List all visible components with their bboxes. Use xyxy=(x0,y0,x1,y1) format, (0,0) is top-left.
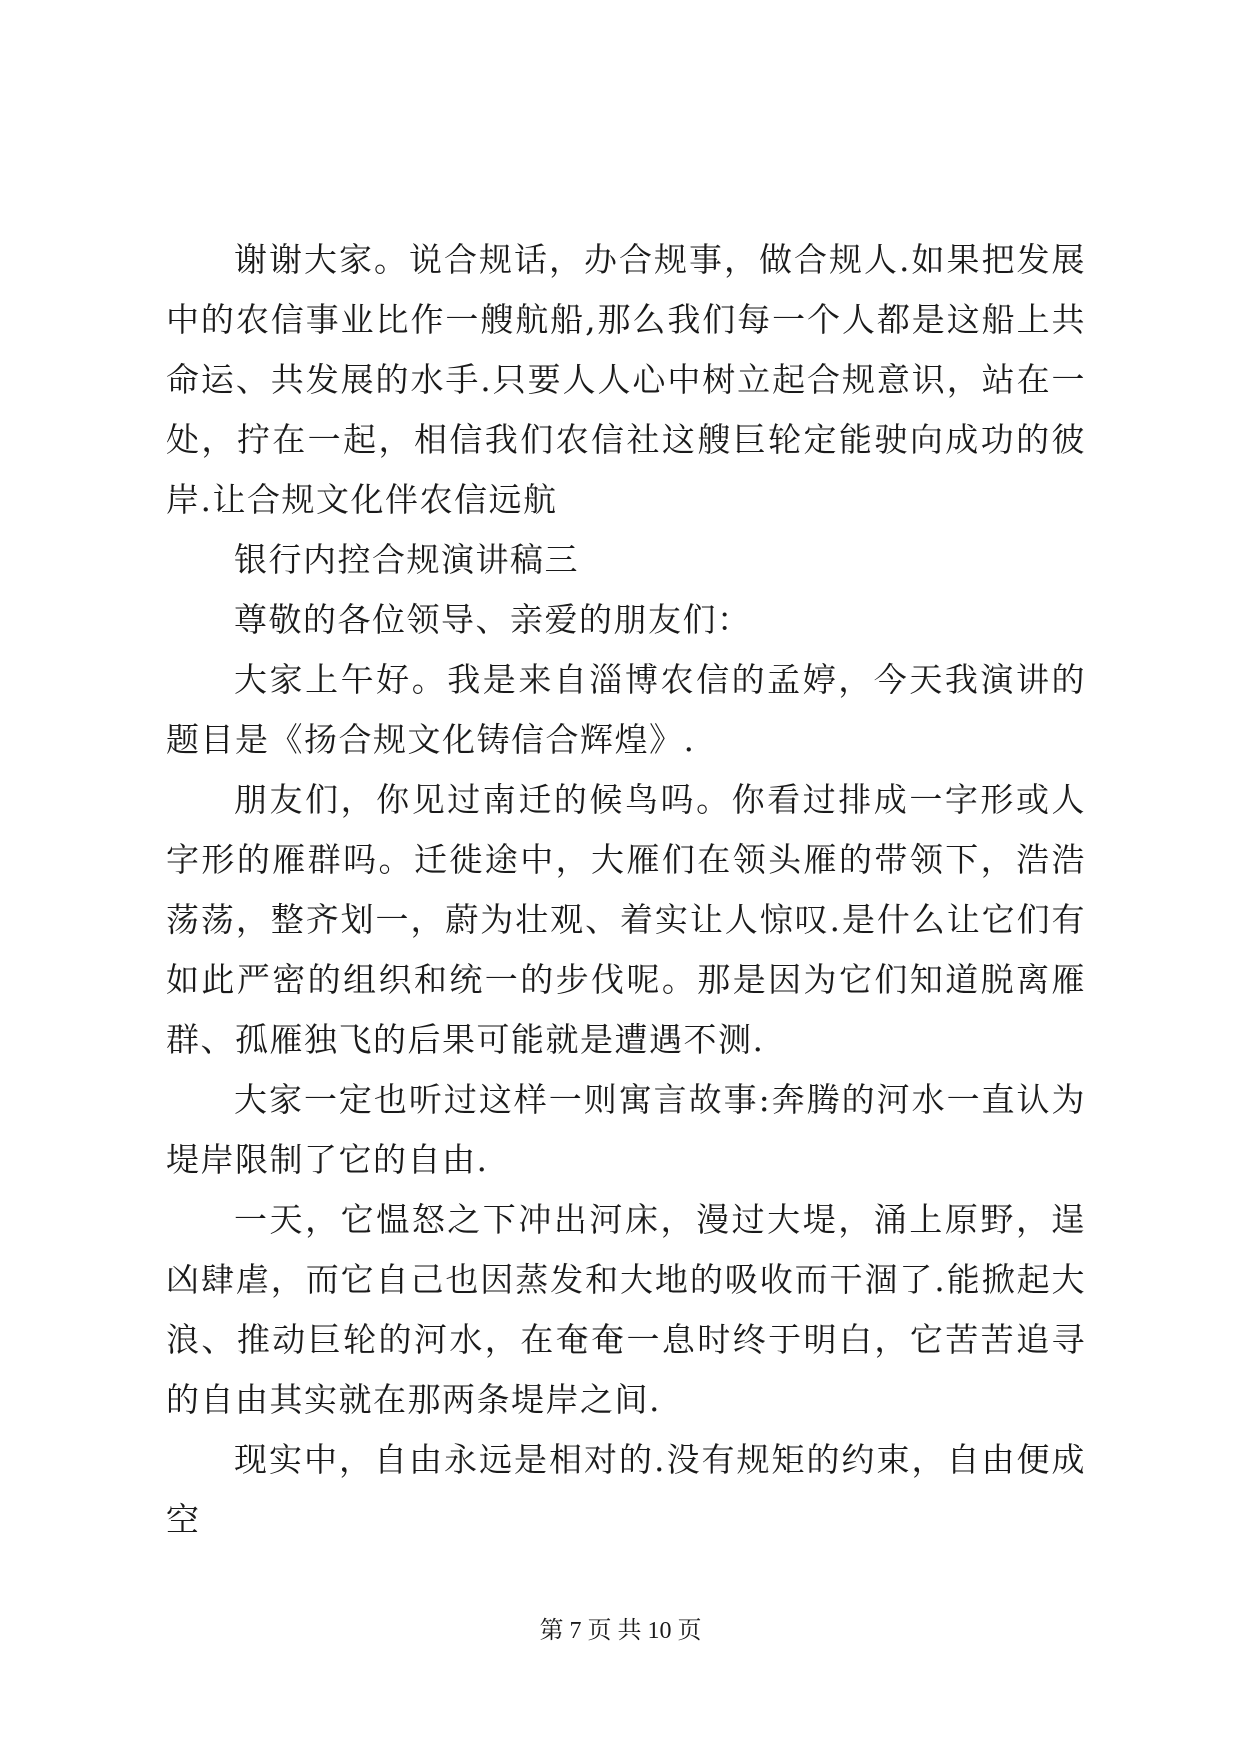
paragraph: 一天，它愠怒之下冲出河床，漫过大堤，涌上原野，逞凶肆虐，而它自己也因蒸发和大地的吸收而干涸了.能掀起大浪、推动巨轮的河水，在奄奄一息时终于明白，它苦苦追寻的自由其实就在那两条堤岸之间. xyxy=(166,1200,1086,1419)
paragraph: 银行内控合规演讲稿三 xyxy=(234,540,579,579)
paragraph: 尊敬的各位领导、亲爱的朋友们： xyxy=(234,600,752,639)
paragraph: 现实中，自由永远是相对的.没有规矩的约束，自由便成空 xyxy=(166,1440,1086,1539)
paragraph: 朋友们，你见过南迁的候鸟吗。你看过排成一字形或人字形的雁群吗。迁徙途中，大雁们在领头雁的带领下，浩浩荡荡，整齐划一，蔚为壮观、着实让人惊叹.是什么让它们有如此严密的组织和统一的步伐呢。那是因为它们知道脱离雁群、孤雁独飞的后果可能就是遭遇不测. xyxy=(166,780,1086,1059)
paragraph: 大家一定也听过这样一则寓言故事:奔腾的河水一直认为堤岸限制了它的自由. xyxy=(166,1080,1086,1179)
document-body xyxy=(166,230,1086,1550)
page-footer: 第 7 页 共 10 页 xyxy=(539,1618,702,1644)
paragraph: 谢谢大家。说合规话，办合规事，做合规人.如果把发展中的农信事业比作一艘航船,那么我们每一个人都是这船上共命运、共发展的水手.只要人人心中树立起合规意识，站在一处，拧在一起，相信我们农信社这艘巨轮定能驶向成功的彼岸.让合规文化伴农信远航 xyxy=(166,240,1086,519)
paragraph: 大家上午好。我是来自淄博农信的孟婷，今天我演讲的题目是《扬合规文化铸信合辉煌》. xyxy=(166,660,1086,759)
